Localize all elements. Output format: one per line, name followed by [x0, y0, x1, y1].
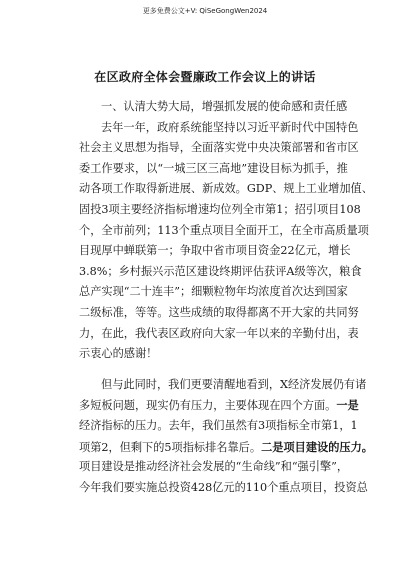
paragraph-line: 二级标准，等等。这些成绩的取得都离不开大家的共同努 [79, 305, 359, 319]
section-heading: 一、认清大势大局，增强抓发展的使命感和责任感 [101, 100, 348, 113]
paragraph-line: 委工作要求，以“一城三区三高地”建设目标为抓手，推 [79, 161, 348, 175]
paragraph-line: 项目建设是推动经济社会发展的“生命线”和“强引擎”， [79, 460, 349, 474]
paragraph-line: 今年我们要实施总投资428亿元的110个重点项目，投资总 [79, 480, 368, 494]
paragraph-gap [79, 365, 331, 375]
paragraph-text: 项第2，但剩下的5项指标排名靠后。 [79, 440, 262, 454]
header-note: 更多免费公文+V: QiSeGongWen2024 [142, 7, 268, 15]
paragraph-line: 但与此同时，我们更要清醒地看到，X经济发展仍有诸 [101, 377, 367, 391]
paragraph-line: 固投3项主要经济指标增速均位列全市第1；招引项目108 [79, 202, 361, 216]
paragraph-line: 目现厚中蝉联第一；争取中省市项目资金22亿元，增长 [79, 244, 351, 258]
paragraph-line: 力，在此，我代表区政府向大家一年以来的辛勤付出，表 [79, 326, 359, 340]
paragraph-text: 多短板问题，现实仍有压力，主要体现在四个方面。 [79, 399, 337, 413]
paragraph-line: 去年一年，政府系统能坚持以习近平新时代中国特色 [101, 120, 359, 134]
paragraph-line: 动各项工作取得新进展、新成效。GDP、规上工业增加值、 [79, 182, 373, 196]
paragraph-line [79, 437, 373, 458]
paragraph-line: 社会主义思想为指导，全面落实党中央决策部署和省市区 [79, 141, 359, 155]
bold-marker: 二是项目建设的压力。 [261, 439, 373, 454]
document-title: 在区政府全体会暨廉政工作会议上的讲话 [94, 70, 316, 84]
paragraph-line: 经济指标的压力。去年，我们虽然有3项指标全市第1，1 [79, 418, 358, 432]
paragraph-line: 总产实现“二十连丰”；细颗粒物年均浓度首次达到国家 [79, 285, 348, 299]
paragraph-line: 示衷心的感谢！ [79, 347, 158, 361]
paragraph-line: 3.8%；乡村振兴示范区建设终期评估获评A级等次，粮食 [79, 264, 362, 278]
paragraph-line [79, 395, 359, 416]
paragraph-line: 个，全市前列；113个重点项目全面开工，在全市高质量项 [79, 223, 369, 237]
bold-marker: 一是 [336, 398, 359, 413]
document-body [79, 97, 373, 498]
